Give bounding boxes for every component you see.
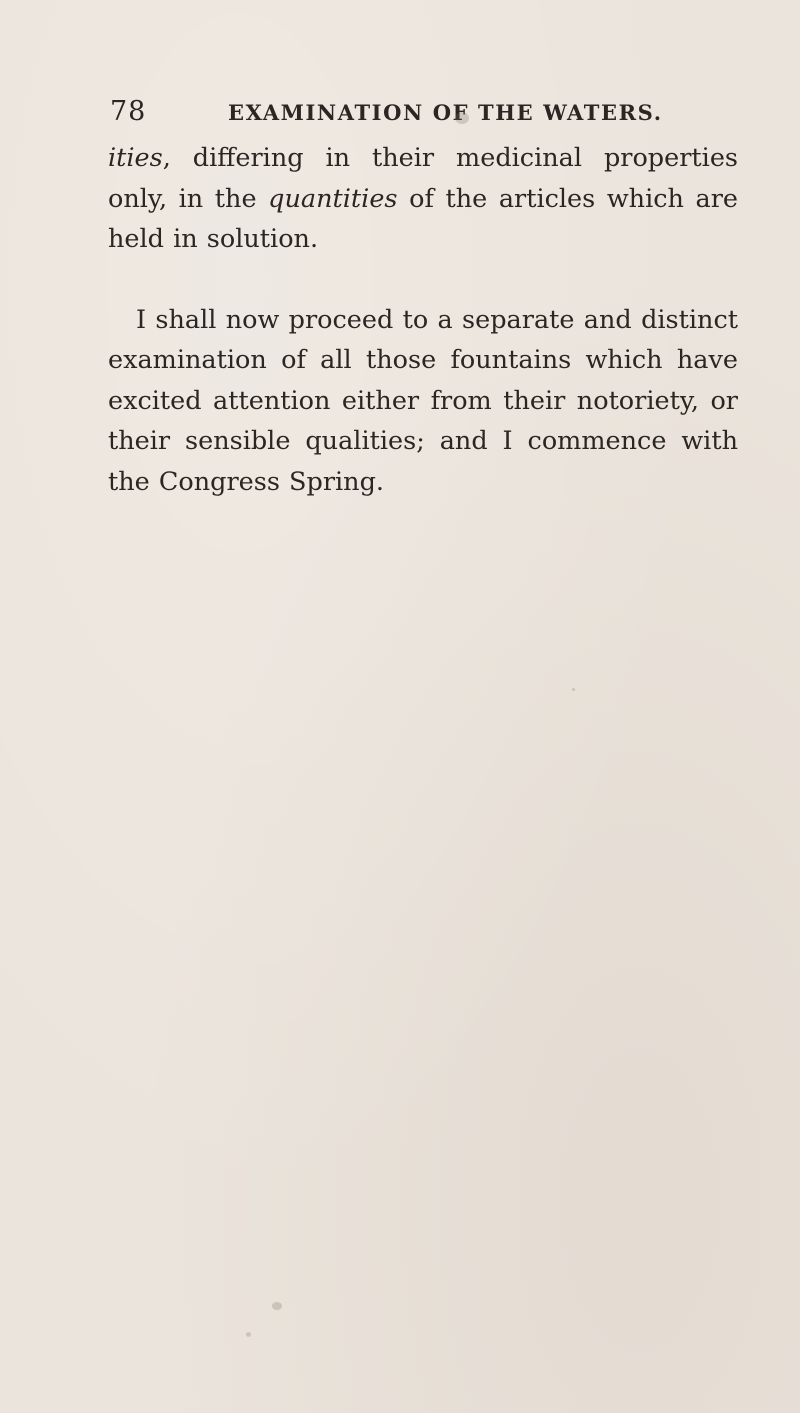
page-number: 78 bbox=[110, 96, 147, 127]
paragraph-1 bbox=[108, 138, 738, 260]
paper-speck bbox=[455, 112, 469, 124]
paper-speck bbox=[572, 688, 575, 691]
paragraph-1-segment-1: ities bbox=[108, 143, 163, 173]
page-header bbox=[110, 96, 750, 136]
paragraph-1-segment-2: , differing in their medicinal properties only, in the bbox=[108, 143, 738, 214]
paragraph-1-segment-4: of the articles which are held in solution. bbox=[108, 183, 738, 254]
paper-speck bbox=[272, 1302, 282, 1310]
paper-speck bbox=[246, 1332, 251, 1337]
paragraph-1-segment-3: quantities bbox=[268, 183, 398, 214]
paragraph-2-segment-1: I shall now proceed to a separate and distinct examination of all those fountains which have excited attention either from their notoriety, or their sensible qualities; and I commence with the Congress Spring. bbox=[108, 304, 738, 497]
body-text bbox=[108, 138, 738, 502]
paragraph-2 bbox=[108, 300, 738, 503]
running-title: EXAMINATION OF THE WATERS. bbox=[228, 100, 663, 125]
